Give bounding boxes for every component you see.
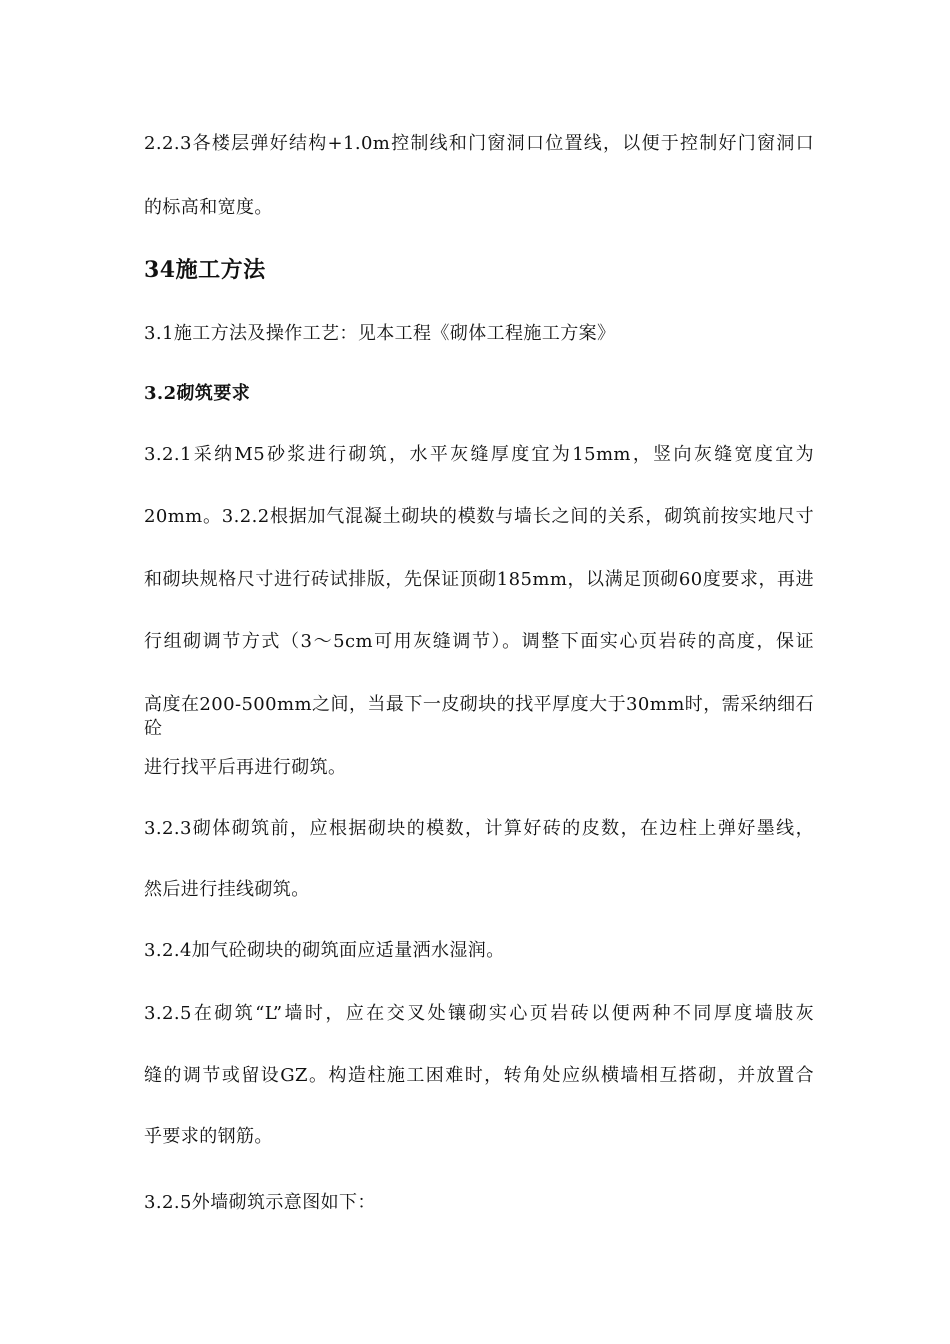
- paragraph-3-2-1-line-6: 进行找平后再进行砌筑。: [144, 757, 347, 778]
- section-heading-construction-method: 34施工方法: [144, 257, 266, 283]
- paragraph-3-2-5-line-3: 乎要求的钢筋。: [144, 1126, 273, 1147]
- paragraph-2-2-3-line-1: 2.2.3各楼层弹好结构+1.0m控制线和门窗洞口位置线，以便于控制好门窗洞口: [144, 133, 814, 154]
- paragraph-3-2-1-line-1: 3.2.1采纳M5砂浆进行砌筑，水平灰缝厚度宜为15mm，竖向灰缝宽度宜为: [144, 444, 814, 465]
- paragraph-3-2-1-line-4: 行组砌调节方式（3～5cm可用灰缝调节）。调整下面实心页岩砖的高度，保证: [144, 631, 814, 652]
- paragraph-3-2-3-line-1: 3.2.3砌体砌筑前，应根据砌块的模数，计算好砖的皮数，在边柱上弹好墨线，: [144, 818, 814, 839]
- paragraph-2-2-3-line-2: 的标高和宽度。: [144, 197, 273, 218]
- paragraph-3-2-5-line-2: 缝的调节或留设GZ。构造柱施工困难时，转角处应纵横墙相互搭砌，并放置合: [144, 1065, 814, 1086]
- paragraph-3-2-1-line-2: 20mm。3.2.2根据加气混凝土砌块的模数与墙长之间的关系，砌筑前按实地尺寸: [144, 506, 814, 527]
- paragraph-3-1: 3.1施工方法及操作工艺：见本工程《砌体工程施工方案》: [144, 323, 616, 344]
- paragraph-3-2-5-line-1: 3.2.5在砌筑“L”墙时，应在交叉处镶砌实心页岩砖以便两种不同厚度墙肢灰: [144, 1003, 814, 1024]
- paragraph-3-2-1-line-5: 高度在200-500mm之间，当最下一皮砌块的找平厚度大于30mm时，需采纳细石砼: [144, 694, 814, 739]
- paragraph-3-2-4: 3.2.4加气砼砌块的砌筑面应适量洒水湿润。: [144, 940, 505, 961]
- subheading-3-2-masonry-requirements: 3.2砌筑要求: [144, 383, 251, 404]
- paragraph-3-2-1-line-3: 和砌块规格尺寸进行砖试排版，先保证顶砌185mm，以满足顶砌60度要求，再进: [144, 569, 814, 590]
- paragraph-3-2-3-line-2: 然后进行挂线砌筑。: [144, 879, 310, 900]
- paragraph-3-2-5-exterior-wall-diagram-caption: 3.2.5外墙砌筑示意图如下：: [144, 1192, 376, 1213]
